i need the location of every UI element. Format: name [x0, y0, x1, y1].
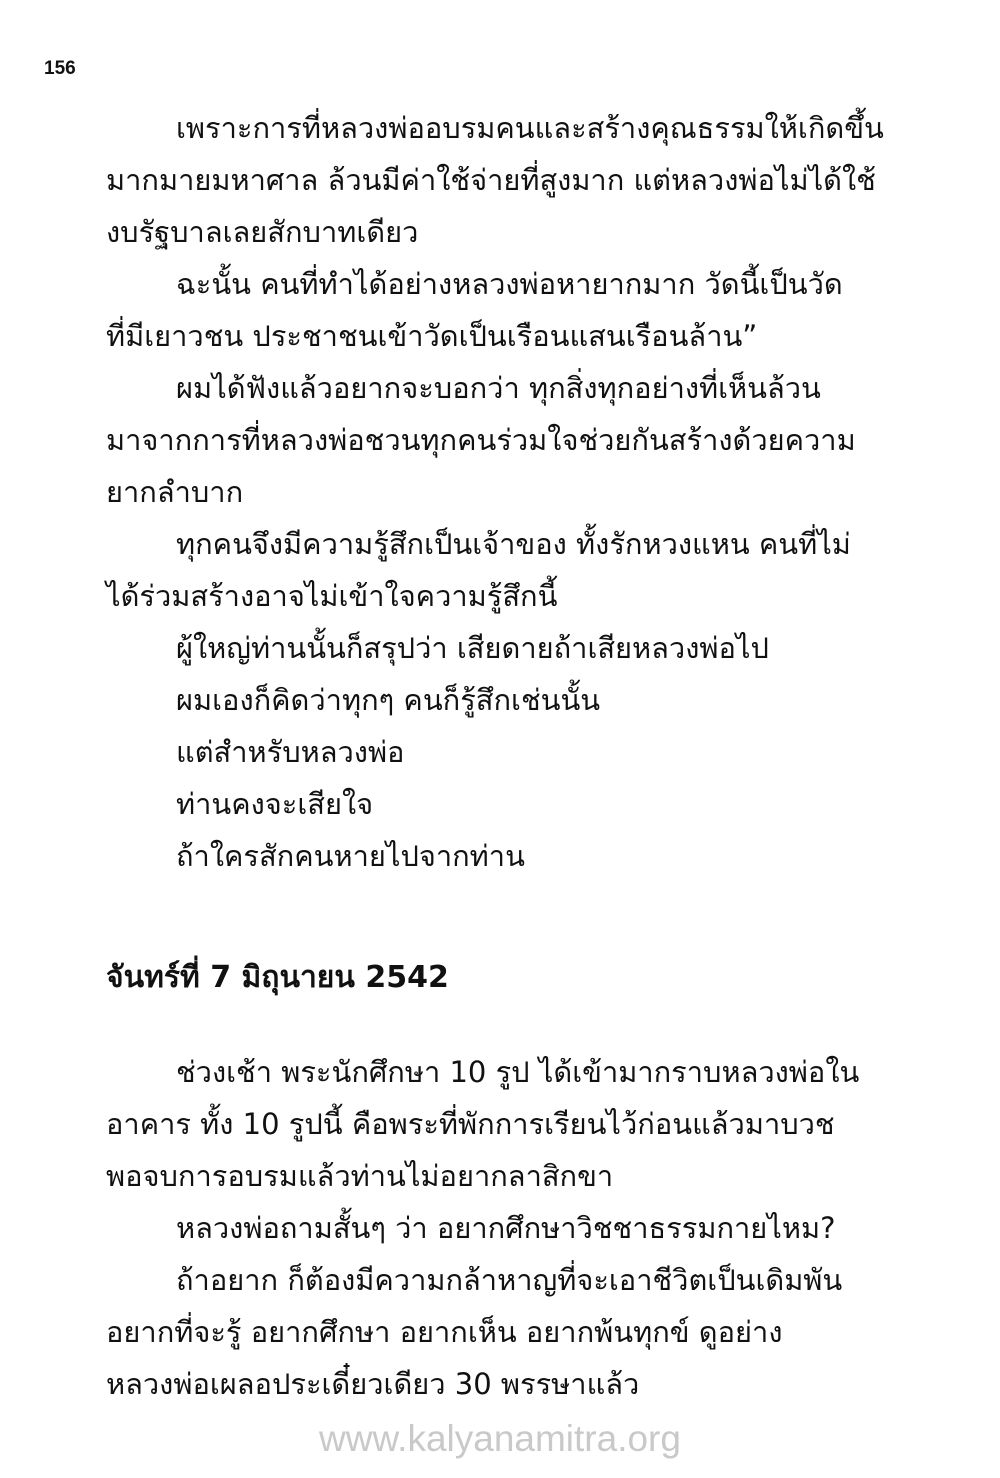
date-heading: จันทร์ที่ 7 มิถุนายน 2542 — [106, 960, 449, 995]
text-line: พอจบการอบรมแล้วท่านไม่อยากลาสิกขา — [106, 1159, 614, 1193]
text-line: ฉะนั้น คนที่ทำได้อย่างหลวงพ่อหายากมาก วัดนี้เป็นวัด — [176, 267, 843, 301]
text-line: ผมได้ฟังแล้วอยากจะบอกว่า ทุกสิ่งทุกอย่างที่เห็นล้วน — [176, 371, 821, 405]
text-line: ที่มีเยาวชน ประชาชนเข้าวัดเป็นเรือนแสนเรือนล้าน” — [106, 319, 758, 353]
text-line: ถ้าใครสักคนหายไปจากท่าน — [176, 839, 525, 873]
text-line: แต่สำหรับหลวงพ่อ — [176, 735, 405, 769]
text-line: ช่วงเช้า พระนักศึกษา 10 รูป ได้เข้ามากราบหลวงพ่อใน — [176, 1055, 860, 1089]
text-line: ได้ร่วมสร้างอาจไม่เข้าใจความรู้สึกนี้ — [106, 579, 558, 613]
text-line: มาจากการที่หลวงพ่อชวนทุกคนร่วมใจช่วยกันสร้างด้วยความ — [106, 423, 856, 457]
text-line: ผมเองก็คิดว่าทุกๆ คนก็รู้สึกเช่นนั้น — [176, 683, 601, 717]
text-line: ยากลำบาก — [106, 475, 244, 509]
text-line: มากมายมหาศาล ล้วนมีค่าใช้จ่ายที่สูงมาก แต่หลวงพ่อไม่ได้ใช้ — [106, 163, 876, 197]
page-number: 156 — [44, 58, 76, 79]
text-line: ผู้ใหญ่ท่านนั้นก็สรุปว่า เสียดายถ้าเสียหลวงพ่อไป — [176, 631, 769, 665]
text-line: อาคาร ทั้ง 10 รูปนี้ คือพระที่พักการเรียนไว้ก่อนแล้วมาบวช — [106, 1107, 835, 1141]
watermark-url: www.kalyanamitra.org — [319, 1418, 681, 1459]
text-line: หลวงพ่อเผลอประเดี๋ยวเดียว 30 พรรษาแล้ว — [106, 1367, 640, 1401]
text-line: ถ้าอยาก ก็ต้องมีความกล้าหาญที่จะเอาชีวิตเป็นเดิมพัน — [176, 1263, 843, 1297]
text-line: ทุกคนจึงมีความรู้สึกเป็นเจ้าของ ทั้งรักหวงแหน คนที่ไม่ — [176, 527, 851, 561]
text-line: อยากที่จะรู้ อยากศึกษา อยากเห็น อยากพ้นทุกข์ ดูอย่าง — [106, 1315, 783, 1349]
text-line: หลวงพ่อถามสั้นๆ ว่า อยากศึกษาวิชชาธรรมกายไหม? — [176, 1211, 836, 1245]
text-line: ท่านคงจะเสียใจ — [176, 787, 374, 821]
text-line: เพราะการที่หลวงพ่ออบรมคนและสร้างคุณธรรมให้เกิดขึ้น — [176, 111, 884, 145]
text-line: งบรัฐบาลเลยสักบาทเดียว — [106, 215, 419, 249]
